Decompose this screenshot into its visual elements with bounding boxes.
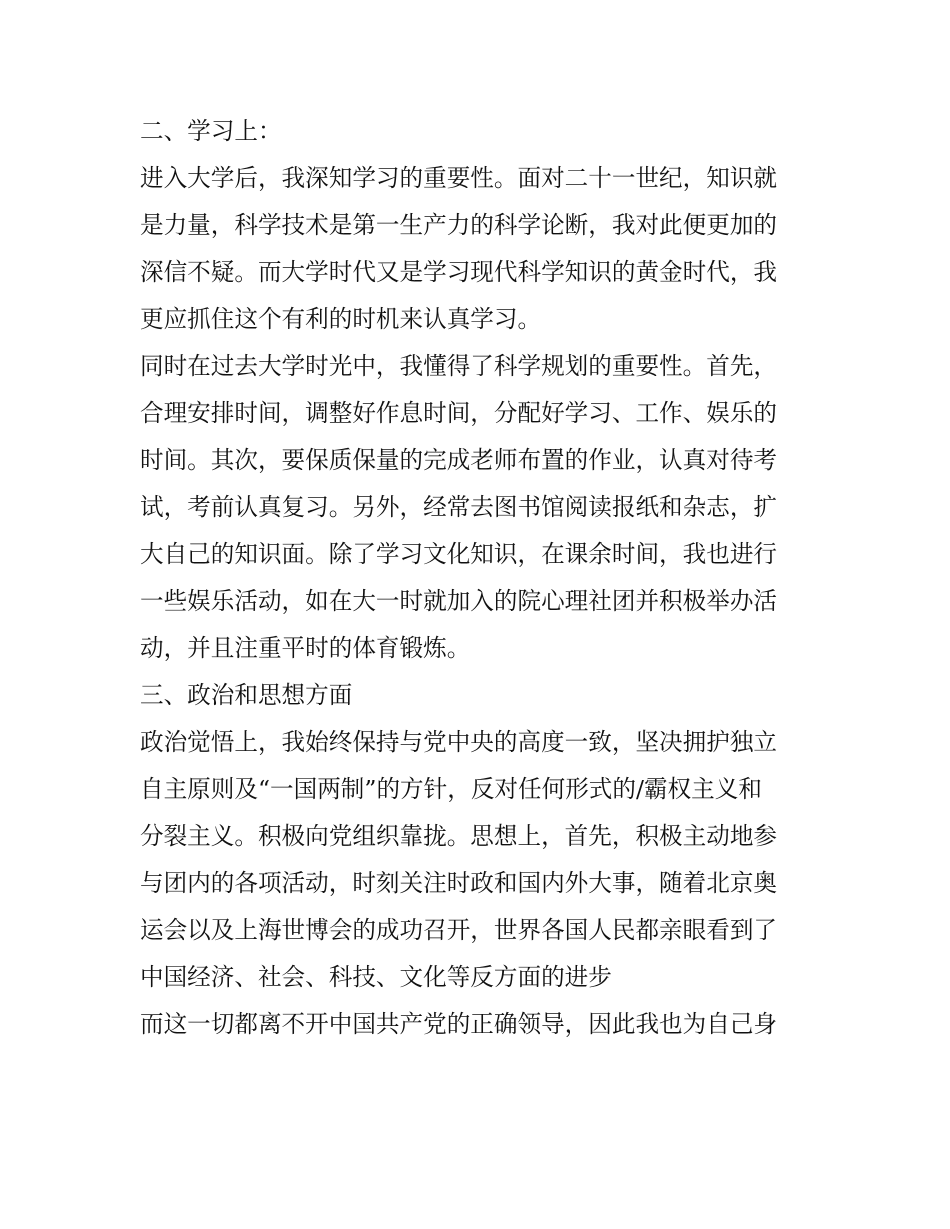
paragraph-line: 分裂主义。积极向党组织靠拢。思想上，首先，积极主动地参: [140, 822, 778, 850]
paragraph-line: 自主原则及“一国两制”的方针，反对任何形式的/霸权主义和: [140, 775, 762, 803]
document-body: [140, 108, 820, 1048]
paragraph-line: 与团内的各项活动，时刻关注时政和国内外大事，随着北京奥: [140, 869, 778, 897]
paragraph-line: 政治觉悟上，我始终保持与党中央的高度一致，坚决拥护独立: [140, 728, 778, 756]
paragraph-line: 合理安排时间，调整好作息时间，分配好学习、工作、娱乐的: [140, 399, 778, 427]
paragraph-line: 一些娱乐活动，如在大一时就加入的院心理社团并积极举办活: [140, 587, 778, 615]
paragraph-line: 试，考前认真复习。另外，经常去图书馆阅读报纸和杂志，扩: [140, 493, 778, 521]
paragraph-line: 运会以及上海世博会的成功召开，世界各国人民都亲眼看到了: [140, 916, 778, 944]
paragraph-line: 时间。其次，要保质保量的完成老师布置的作业，认真对待考: [140, 446, 778, 474]
section-heading-politics: 三、政治和思想方面: [140, 681, 353, 709]
paragraph-line: 中国经济、社会、科技、文化等反方面的进步: [140, 963, 612, 991]
paragraph-line: 深信不疑。而大学时代又是学习现代科学知识的黄金时代，我: [140, 258, 778, 286]
paragraph-line: 同时在过去大学时光中，我懂得了科学规划的重要性。首先，: [140, 352, 778, 380]
paragraph-line: 是力量，科学技术是第一生产力的科学论断，我对此便更加的: [140, 211, 778, 239]
section-heading-study: 二、学习上：: [140, 117, 282, 145]
paragraph-line: 动，并且注重平时的体育锻炼。: [140, 634, 471, 662]
paragraph-line: 进入大学后，我深知学习的重要性。面对二十一世纪，知识就: [140, 164, 778, 192]
paragraph-line: 大自己的知识面。除了学习文化知识，在课余时间，我也进行: [140, 540, 778, 568]
paragraph-line: 更应抓住这个有利的时机来认真学习。: [140, 305, 542, 333]
paragraph-line: 而这一切都离不开中国共产党的正确领导，因此我也为自己身: [140, 1010, 778, 1038]
